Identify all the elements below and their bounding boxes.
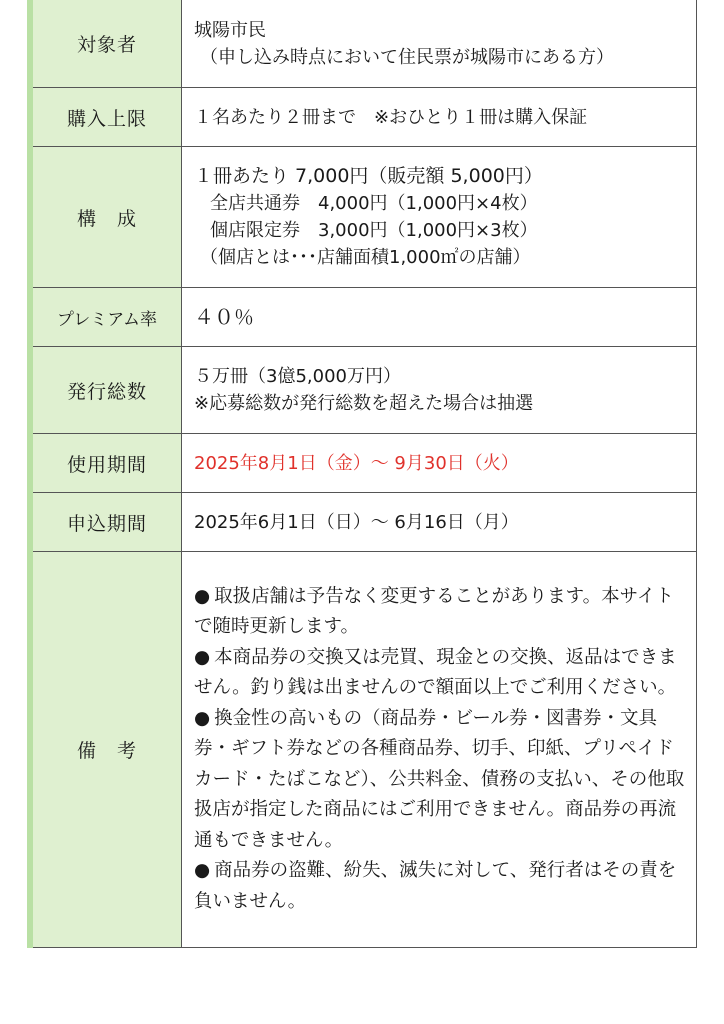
row-apply-period: [30, 493, 697, 552]
value-composition: [182, 147, 697, 288]
note-item: [194, 582, 688, 643]
value-notes: [182, 552, 697, 948]
row-use-period: [30, 434, 697, 493]
info-table: [27, 0, 697, 948]
bullet-icon: ●: [194, 646, 211, 668]
target-note: （申し込み時点において住民票が城陽市にある方）: [200, 46, 614, 68]
label-target: 対象者: [30, 0, 182, 88]
label-limit: 購入上限: [30, 88, 182, 147]
label-use-period: 使用期間: [30, 434, 182, 493]
note-text: 商品券の盗難、紛失、滅失に対して、発行者はその責を負いません。: [194, 860, 677, 912]
bullet-icon: ●: [194, 860, 211, 882]
label-notes: 備 考: [30, 552, 182, 948]
value-use-period: 2025年8月1日（金）～ 9月30日（火）: [182, 434, 697, 493]
row-target: [30, 0, 697, 88]
total-main: ５万冊（3億5,000万円）: [194, 366, 401, 387]
row-composition: [30, 147, 697, 288]
label-composition: 構 成: [30, 147, 182, 288]
row-total: [30, 347, 697, 434]
composition-note: （個店とは･･･店舗面積1,000㎡の店舗）: [200, 247, 531, 268]
bullet-icon: ●: [194, 707, 211, 729]
row-limit: [30, 88, 697, 147]
note-text: 本商品券の交換又は売買、現金との交換、返品はできません。釣り銭は出ませんので額面以上でご利用ください。: [194, 646, 677, 699]
bullet-icon: ●: [194, 585, 211, 607]
row-notes: [30, 552, 697, 948]
note-item: [194, 856, 688, 917]
note-item: [194, 643, 688, 704]
composition-main: １冊あたり 7,000円（販売額 5,000円）: [194, 165, 543, 187]
value-total: [182, 347, 697, 434]
label-premium: プレミアム率: [30, 288, 182, 347]
target-main: 城陽市民: [194, 19, 266, 41]
composition-limited: 個店限定券 3,000円（1,000円×3枚）: [210, 220, 538, 241]
composition-common: 全店共通券 4,000円（1,000円×4枚）: [210, 193, 538, 214]
note-text: 換金性の高いもの（商品券・ビール券・図書券・文具券・ギフト券などの各種商品券、切手、印紙、プリペイドカード・たばこなど）、公共料金、債務の支払い、その他取扱店が指定した商品にはご利用できません。商品券の再流通もできません。: [194, 707, 685, 851]
row-premium: [30, 288, 697, 347]
value-premium: ４０％: [182, 288, 697, 347]
note-item: [194, 704, 688, 857]
label-total: 発行総数: [30, 347, 182, 434]
value-limit: １名あたり２冊まで ※おひとり１冊は購入保証: [182, 88, 697, 147]
value-apply-period: 2025年6月1日（日）～ 6月16日（月）: [182, 493, 697, 552]
total-note: ※応募総数が発行総数を超えた場合は抽選: [194, 393, 534, 414]
value-target: [182, 0, 697, 88]
label-apply-period: 申込期間: [30, 493, 182, 552]
note-text: 取扱店舗は予告なく変更することがあります。本サイトで随時更新します。: [194, 585, 674, 638]
